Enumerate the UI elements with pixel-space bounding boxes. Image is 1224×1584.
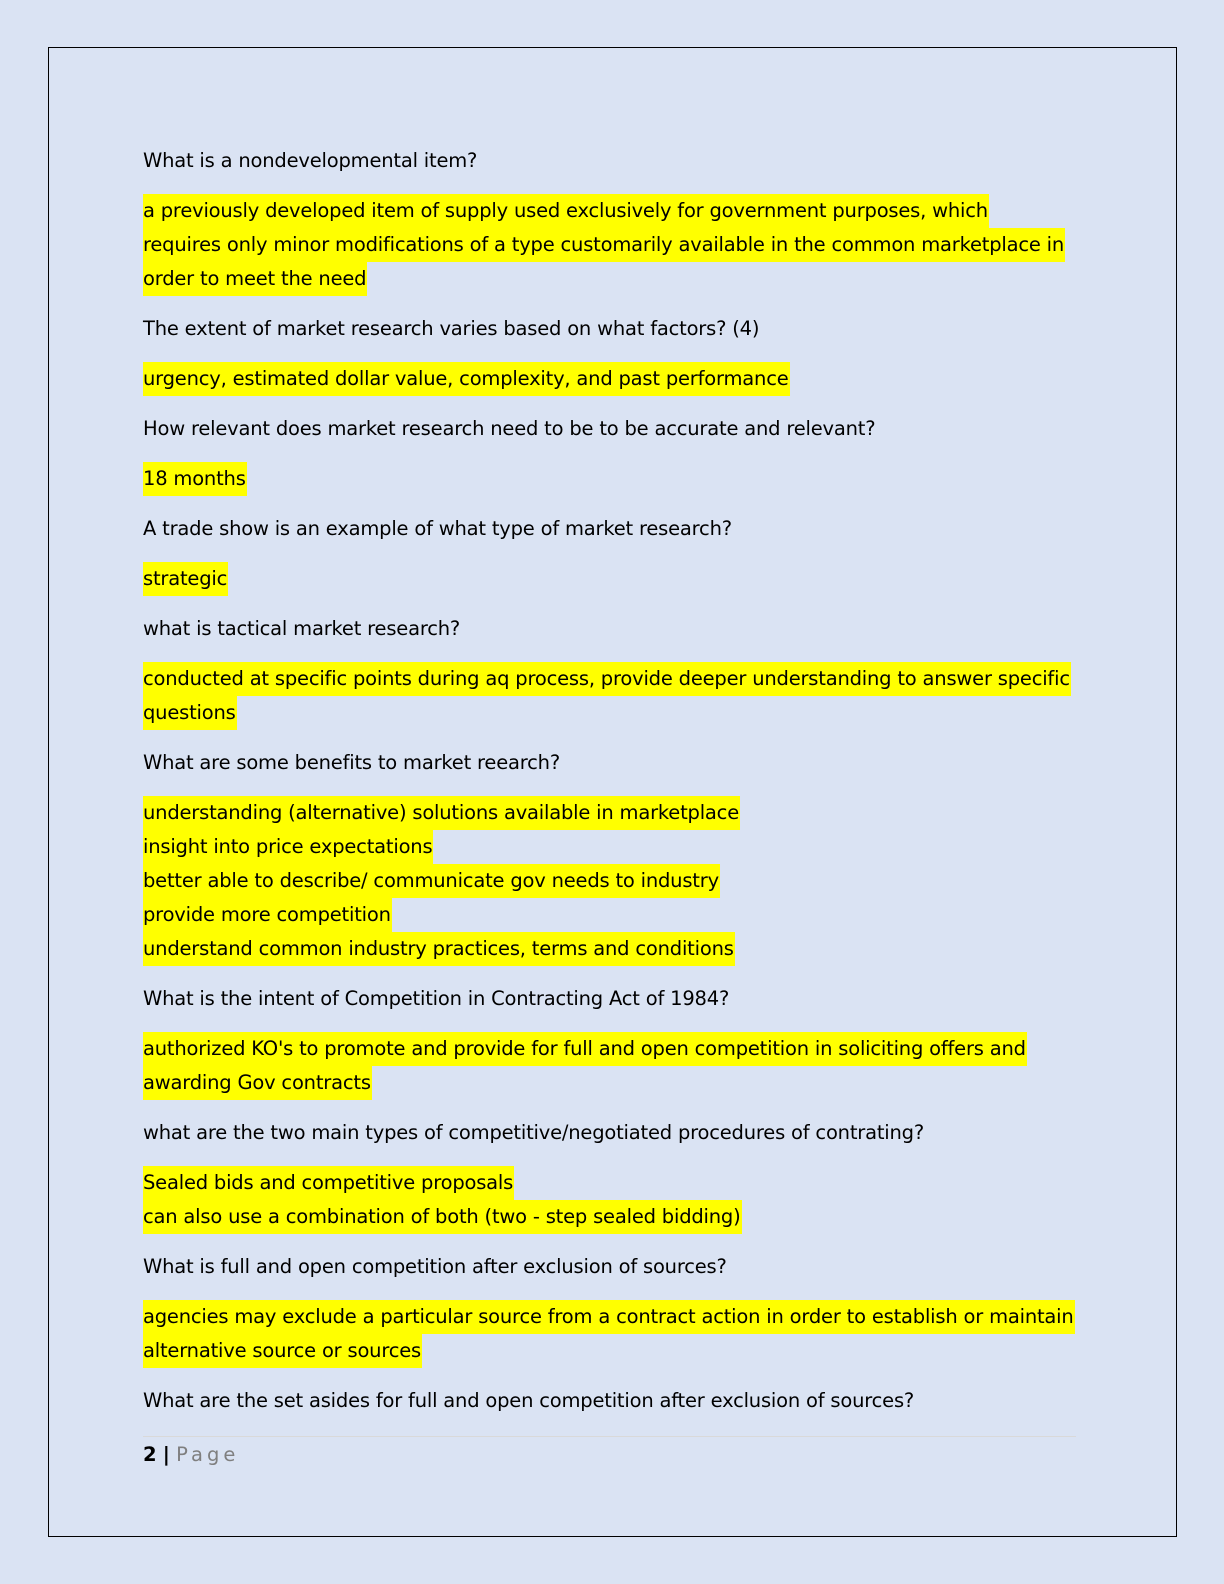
document-body: [143, 144, 1083, 1434]
footer-separator: |: [162, 1443, 170, 1466]
answer: [143, 662, 1083, 730]
question: what are the two main types of competitive/negotiated procedures of contrating?: [143, 1121, 925, 1144]
answer-line: better able to describe/ communicate gov needs to industry: [143, 864, 720, 898]
answer-line: understanding (alternative) solutions available in marketplace: [143, 796, 740, 830]
answer-line: insight into price expectations: [143, 830, 433, 864]
page-footer: [143, 1436, 1076, 1470]
question: What are the set asides for full and open competition after exclusion of sources?: [143, 1389, 915, 1412]
page-number: 2: [143, 1443, 157, 1466]
question: What is the intent of Competition in Contracting Act of 1984?: [143, 987, 730, 1010]
answer-line: order to meet the need: [143, 262, 367, 296]
answer: [143, 362, 1083, 396]
answer: [143, 194, 1083, 296]
question: What is full and open competition after exclusion of sources?: [143, 1255, 727, 1278]
page-label: Page: [176, 1443, 240, 1466]
answer-line: conducted at specific points during aq process, provide deeper understanding to answer specific: [143, 662, 1071, 696]
answer-line: requires only minor modifications of a type customarily available in the common marketplace in: [143, 228, 1065, 262]
question: A trade show is an example of what type of market research?: [143, 517, 732, 540]
answer: [143, 1166, 1083, 1234]
answer: [143, 796, 1083, 966]
answer-line: authorized KO's to promote and provide for full and open competition in soliciting offers and: [143, 1032, 1027, 1066]
question: The extent of market research varies based on what factors? (4): [143, 317, 760, 340]
answer-line: strategic: [143, 562, 228, 596]
question: What is a nondevelopmental item?: [143, 149, 478, 172]
answer-line: alternative source or sources: [143, 1334, 422, 1368]
answer-line: a previously developed item of supply used exclusively for government purposes, which: [143, 194, 989, 228]
answer-line: agencies may exclude a particular source from a contract action in order to establish or maintain: [143, 1300, 1075, 1334]
answer: [143, 462, 1083, 496]
answer: [143, 1300, 1083, 1368]
answer-line: questions: [143, 696, 237, 730]
answer-line: urgency, estimated dollar value, complexity, and past performance: [143, 362, 790, 396]
answer-line: awarding Gov contracts: [143, 1066, 372, 1100]
answer-line: understand common industry practices, terms and conditions: [143, 932, 735, 966]
question: What are some benefits to market reearch?: [143, 751, 560, 774]
answer: [143, 1032, 1083, 1100]
answer-line: Sealed bids and competitive proposals: [143, 1166, 514, 1200]
answer-line: provide more competition: [143, 898, 392, 932]
question: what is tactical market research?: [143, 617, 461, 640]
question: How relevant does market research need to be to be accurate and relevant?: [143, 417, 876, 440]
answer: [143, 562, 1083, 596]
answer-line: can also use a combination of both (two - step sealed bidding): [143, 1200, 742, 1234]
answer-line: 18 months: [143, 462, 247, 496]
